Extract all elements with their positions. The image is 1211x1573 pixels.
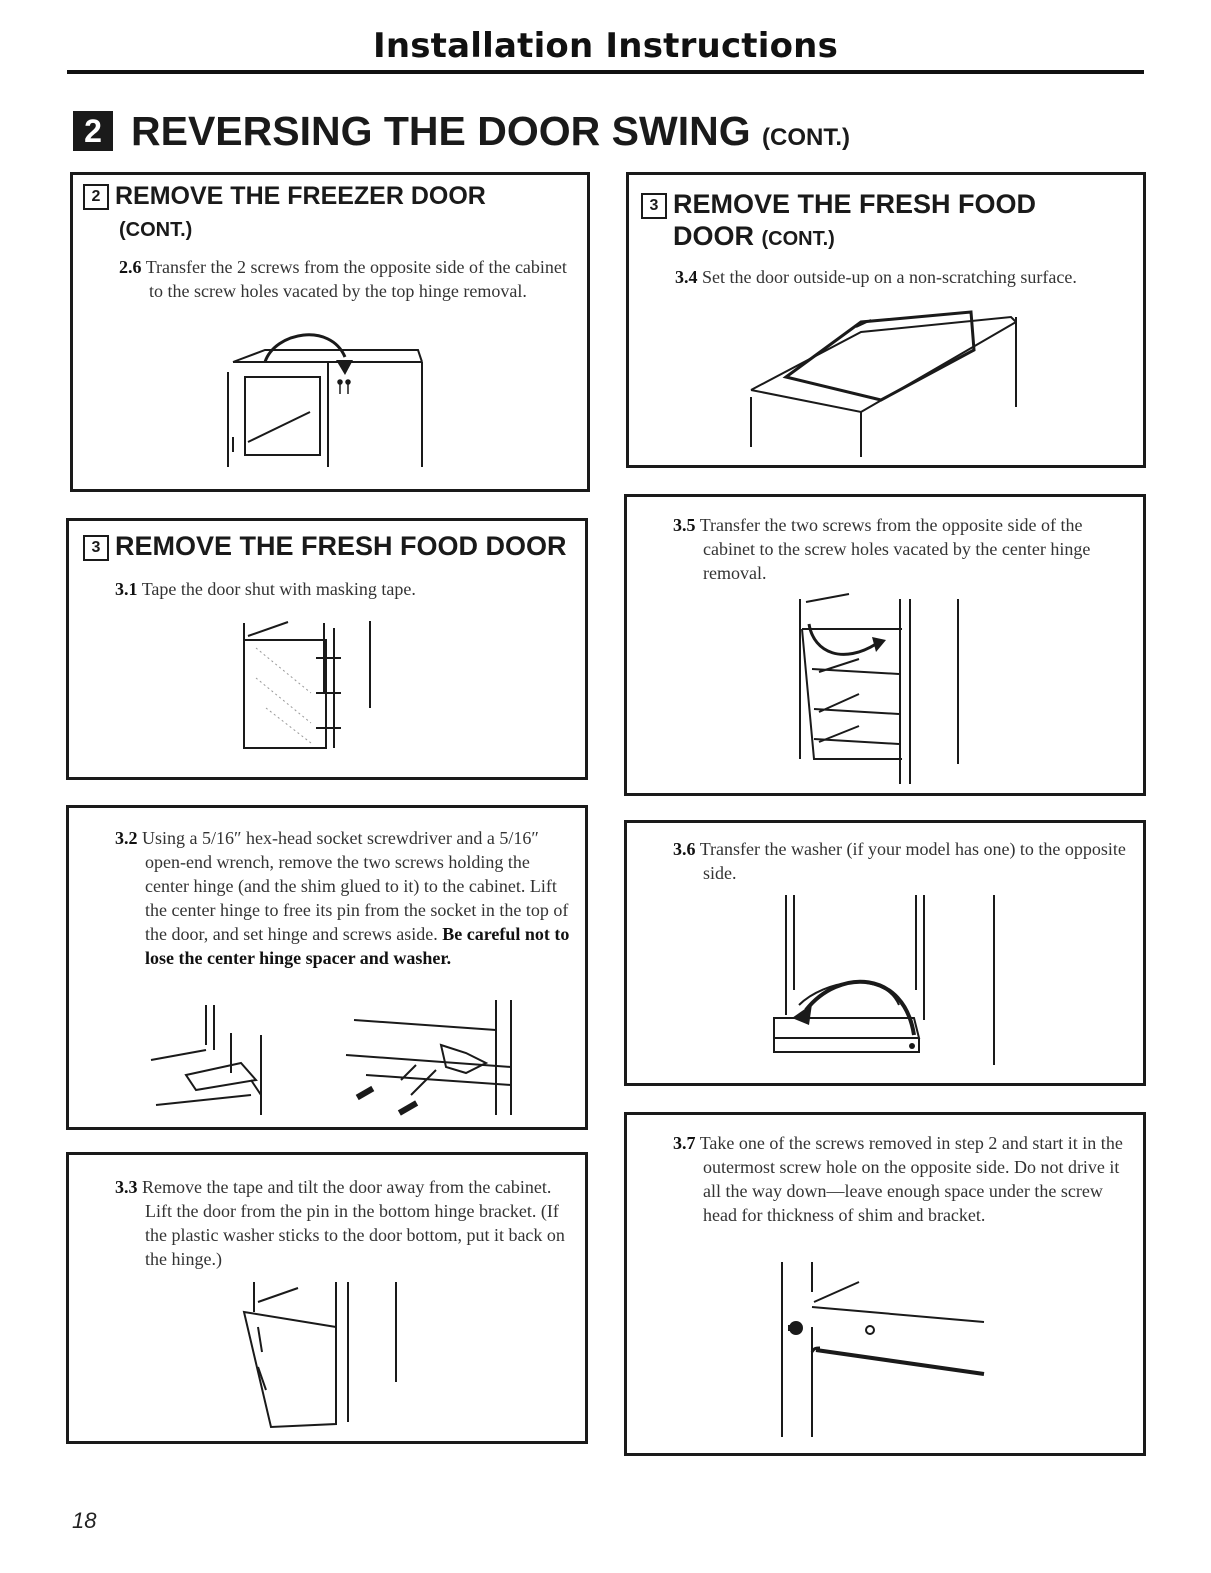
step-3-5-number: 3.5 [673, 515, 696, 535]
freezer-door-box [70, 172, 590, 492]
step-3-7-number: 3.7 [673, 1133, 696, 1153]
step-3-3-number: 3.3 [115, 1177, 138, 1197]
fresh-food-door-title: REMOVE THE FRESH FOOD DOOR [115, 531, 567, 561]
start-screw-illustration [624, 1112, 1146, 1456]
section-number-badge: 2 [73, 111, 113, 151]
freezer-screw-transfer-illustration [70, 172, 590, 492]
step-number-badge: 2 [83, 184, 109, 210]
step-2-6-text: Transfer the 2 screws from the opposite side of the cabinet to the screw holes vacated by the top hinge removal. [145, 257, 567, 301]
step-3-4-number: 3.4 [675, 267, 698, 287]
step-3-4-text: Set the door outside-up on a non-scratching surface. [702, 267, 1077, 287]
step-3-5-box [624, 494, 1146, 796]
header-rule [67, 70, 1144, 74]
section-title-text: REVERSING THE DOOR SWING [131, 108, 751, 154]
tape-door-illustration [66, 518, 588, 780]
center-screws-transfer-illustration [624, 494, 1146, 796]
step-3-6-number: 3.6 [673, 839, 696, 859]
freezer-door-title: REMOVE THE FREEZER DOOR [115, 182, 486, 210]
fresh-food-door-box [66, 518, 588, 780]
step-3-2-warning: Be careful not to lose the center hinge spacer and washer. [145, 924, 570, 968]
center-hinge-illustration [66, 805, 588, 1130]
step-3-2-text: Using a 5/16″ hex-head socket screwdriver and a 5/16″ open-end wrench, remove the two screws holding the center hinge (and the shim glued to it) to the cabinet. Lift the center hinge to free its pin from the socket in the top of the door, and set hinge and screws aside. [142, 828, 569, 944]
freezer-door-cont: (CONT.) [119, 219, 193, 241]
step-3-7-box [624, 1112, 1146, 1456]
page-number: 18 [72, 1508, 97, 1533]
step-3-3-text: Remove the tape and tilt the door away from the cabinet. Lift the door from the pin in the bottom hinge bracket. (If the plastic washer sticks to the door bottom, put it back on the hinge.) [142, 1177, 565, 1269]
tilt-door-illustration [66, 1152, 588, 1444]
step-number-badge: 3 [641, 193, 667, 219]
fresh-food-door-cont-box [626, 172, 1146, 468]
fresh-food-door-cont-title-2: DOOR [673, 221, 754, 251]
step-3-3-box [66, 1152, 588, 1444]
section-title [131, 108, 850, 155]
step-3-6-box [624, 820, 1146, 1086]
section-title-cont: (CONT.) [762, 124, 850, 151]
step-3-1-number: 3.1 [115, 579, 138, 599]
step-number-badge: 3 [83, 535, 109, 561]
step-3-5-text: Transfer the two screws from the opposite side of the cabinet to the screw holes vacated by the center hinge removal. [699, 515, 1091, 583]
step-3-6-text: Transfer the washer (if your model has one) to the opposite side. [699, 839, 1126, 883]
door-on-surface-illustration [626, 172, 1146, 468]
washer-transfer-illustration [624, 820, 1146, 1086]
step-3-2-number: 3.2 [115, 828, 138, 848]
step-3-2-box [66, 805, 588, 1130]
step-2-6-number: 2.6 [119, 257, 142, 277]
fresh-food-door-cont-cont: (CONT.) [761, 228, 835, 250]
fresh-food-door-cont-title-1: REMOVE THE FRESH FOOD [673, 189, 1037, 219]
step-3-1-text: Tape the door shut with masking tape. [141, 579, 416, 599]
page-header-title: Installation Instructions [372, 26, 839, 66]
step-3-7-text: Take one of the screws removed in step 2 and start it in the outermost screw hole on the opposite side. Do not drive it all the way down—leave enough space under the screw head for thickness of shim and bracket. [699, 1133, 1123, 1225]
